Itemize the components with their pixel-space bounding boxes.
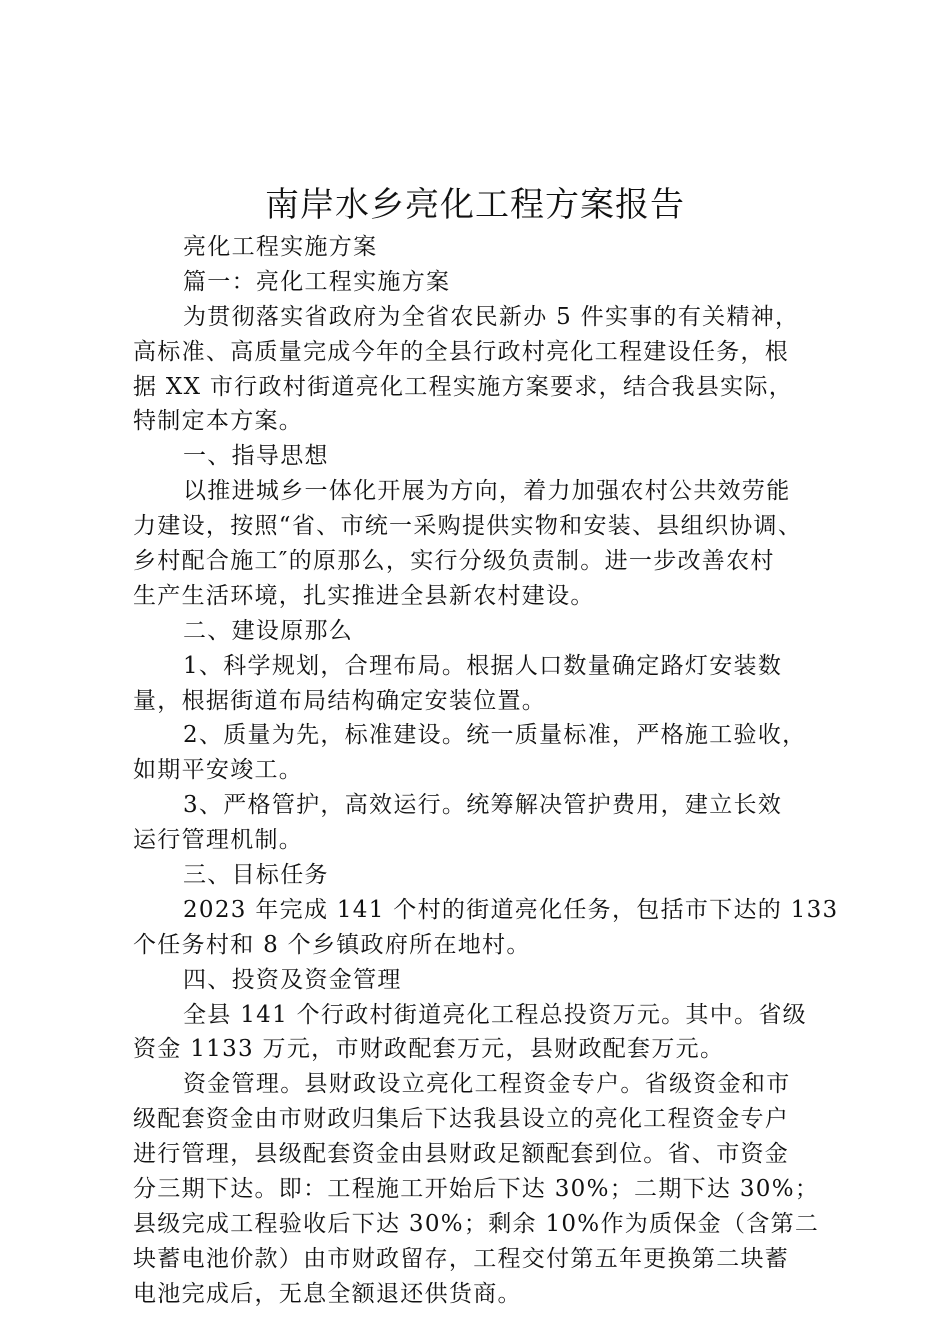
text-line: 为贯彻落实省政府为全省农民新办 5 件实事的有关精神， — [183, 303, 800, 330]
text-line: 以推进城乡一体化开展为方向，着力加强农村公共效劳能 — [183, 478, 791, 505]
text-line: 级配套资金由市财政归集后下达我县设立的亮化工程资金专户 — [133, 1106, 790, 1133]
text-line: 电池完成后，无息全额退还供货商。 — [133, 1280, 522, 1307]
text-line: 分三期下达。即：工程施工开始后下达 30%；二期下达 30%； — [133, 1176, 820, 1203]
text-line: 块蓄电池价款）由市财政留存，工程交付第五年更换第二块蓄 — [133, 1245, 790, 1272]
text-line: 篇一：亮化工程实施方案 — [183, 268, 451, 295]
document-body — [133, 230, 839, 1312]
text-line: 进行管理，县级配套资金由县财政足额配套到位。省、市资金 — [133, 1141, 790, 1168]
text-line: 乡村配合施工″的原那么，实行分级负责制。进一步改善农村 — [133, 548, 775, 575]
text-line: 特制定本方案。 — [133, 408, 304, 435]
text-line: 3、严格管护，高效运行。统筹解决管护费用，建立长效 — [183, 792, 783, 819]
text-line: 量，根据街道布局结构确定安装位置。 — [133, 687, 547, 714]
document-title: 南岸水乡亮化工程方案报告 — [265, 185, 685, 225]
text-line: 资金 1133 万元，市财政配套万元，县财政配套万元。 — [133, 1036, 725, 1063]
text-line: 资金管理。县财政设立亮化工程资金专户。省级资金和市 — [183, 1071, 791, 1098]
text-line: 四、投资及资金管理 — [183, 966, 402, 993]
text-line: 生产生活环境，扎实推进全县新农村建设。 — [133, 582, 595, 609]
text-line: 全县 141 个行政村街道亮化工程总投资万元。其中。省级 — [183, 1001, 807, 1028]
text-line: 2023 年完成 141 个村的街道亮化任务，包括市下达的 133 — [183, 896, 839, 923]
text-line: 一、指导思想 — [183, 443, 329, 470]
text-line: 力建设，按照“省、市统一采购提供实物和安装、县组织协调、 — [133, 513, 803, 540]
text-line: 2、质量为先，标准建设。统一质量标准，严格施工验收， — [183, 722, 807, 749]
text-line: 亮化工程实施方案 — [183, 234, 378, 260]
text-line: 高标准、高质量完成今年的全县行政村亮化工程建设任务，根 — [133, 338, 790, 365]
text-line: 运行管理机制。 — [133, 827, 304, 854]
text-line: 三、目标任务 — [183, 862, 329, 889]
text-line: 县级完成工程验收后下达 30%；剩余 10%作为质保金（含第二 — [133, 1210, 820, 1237]
text-line: 如期平安竣工。 — [133, 757, 304, 784]
text-line: 二、建设原那么 — [183, 617, 354, 644]
text-line: 据 XX 市行政村街道亮化工程实施方案要求，结合我县实际， — [133, 373, 794, 400]
text-line: 1、科学规划，合理布局。根据人口数量确定路灯安装数 — [183, 652, 783, 679]
text-line: 个任务村和 8 个乡镇政府所在地村。 — [133, 931, 531, 958]
